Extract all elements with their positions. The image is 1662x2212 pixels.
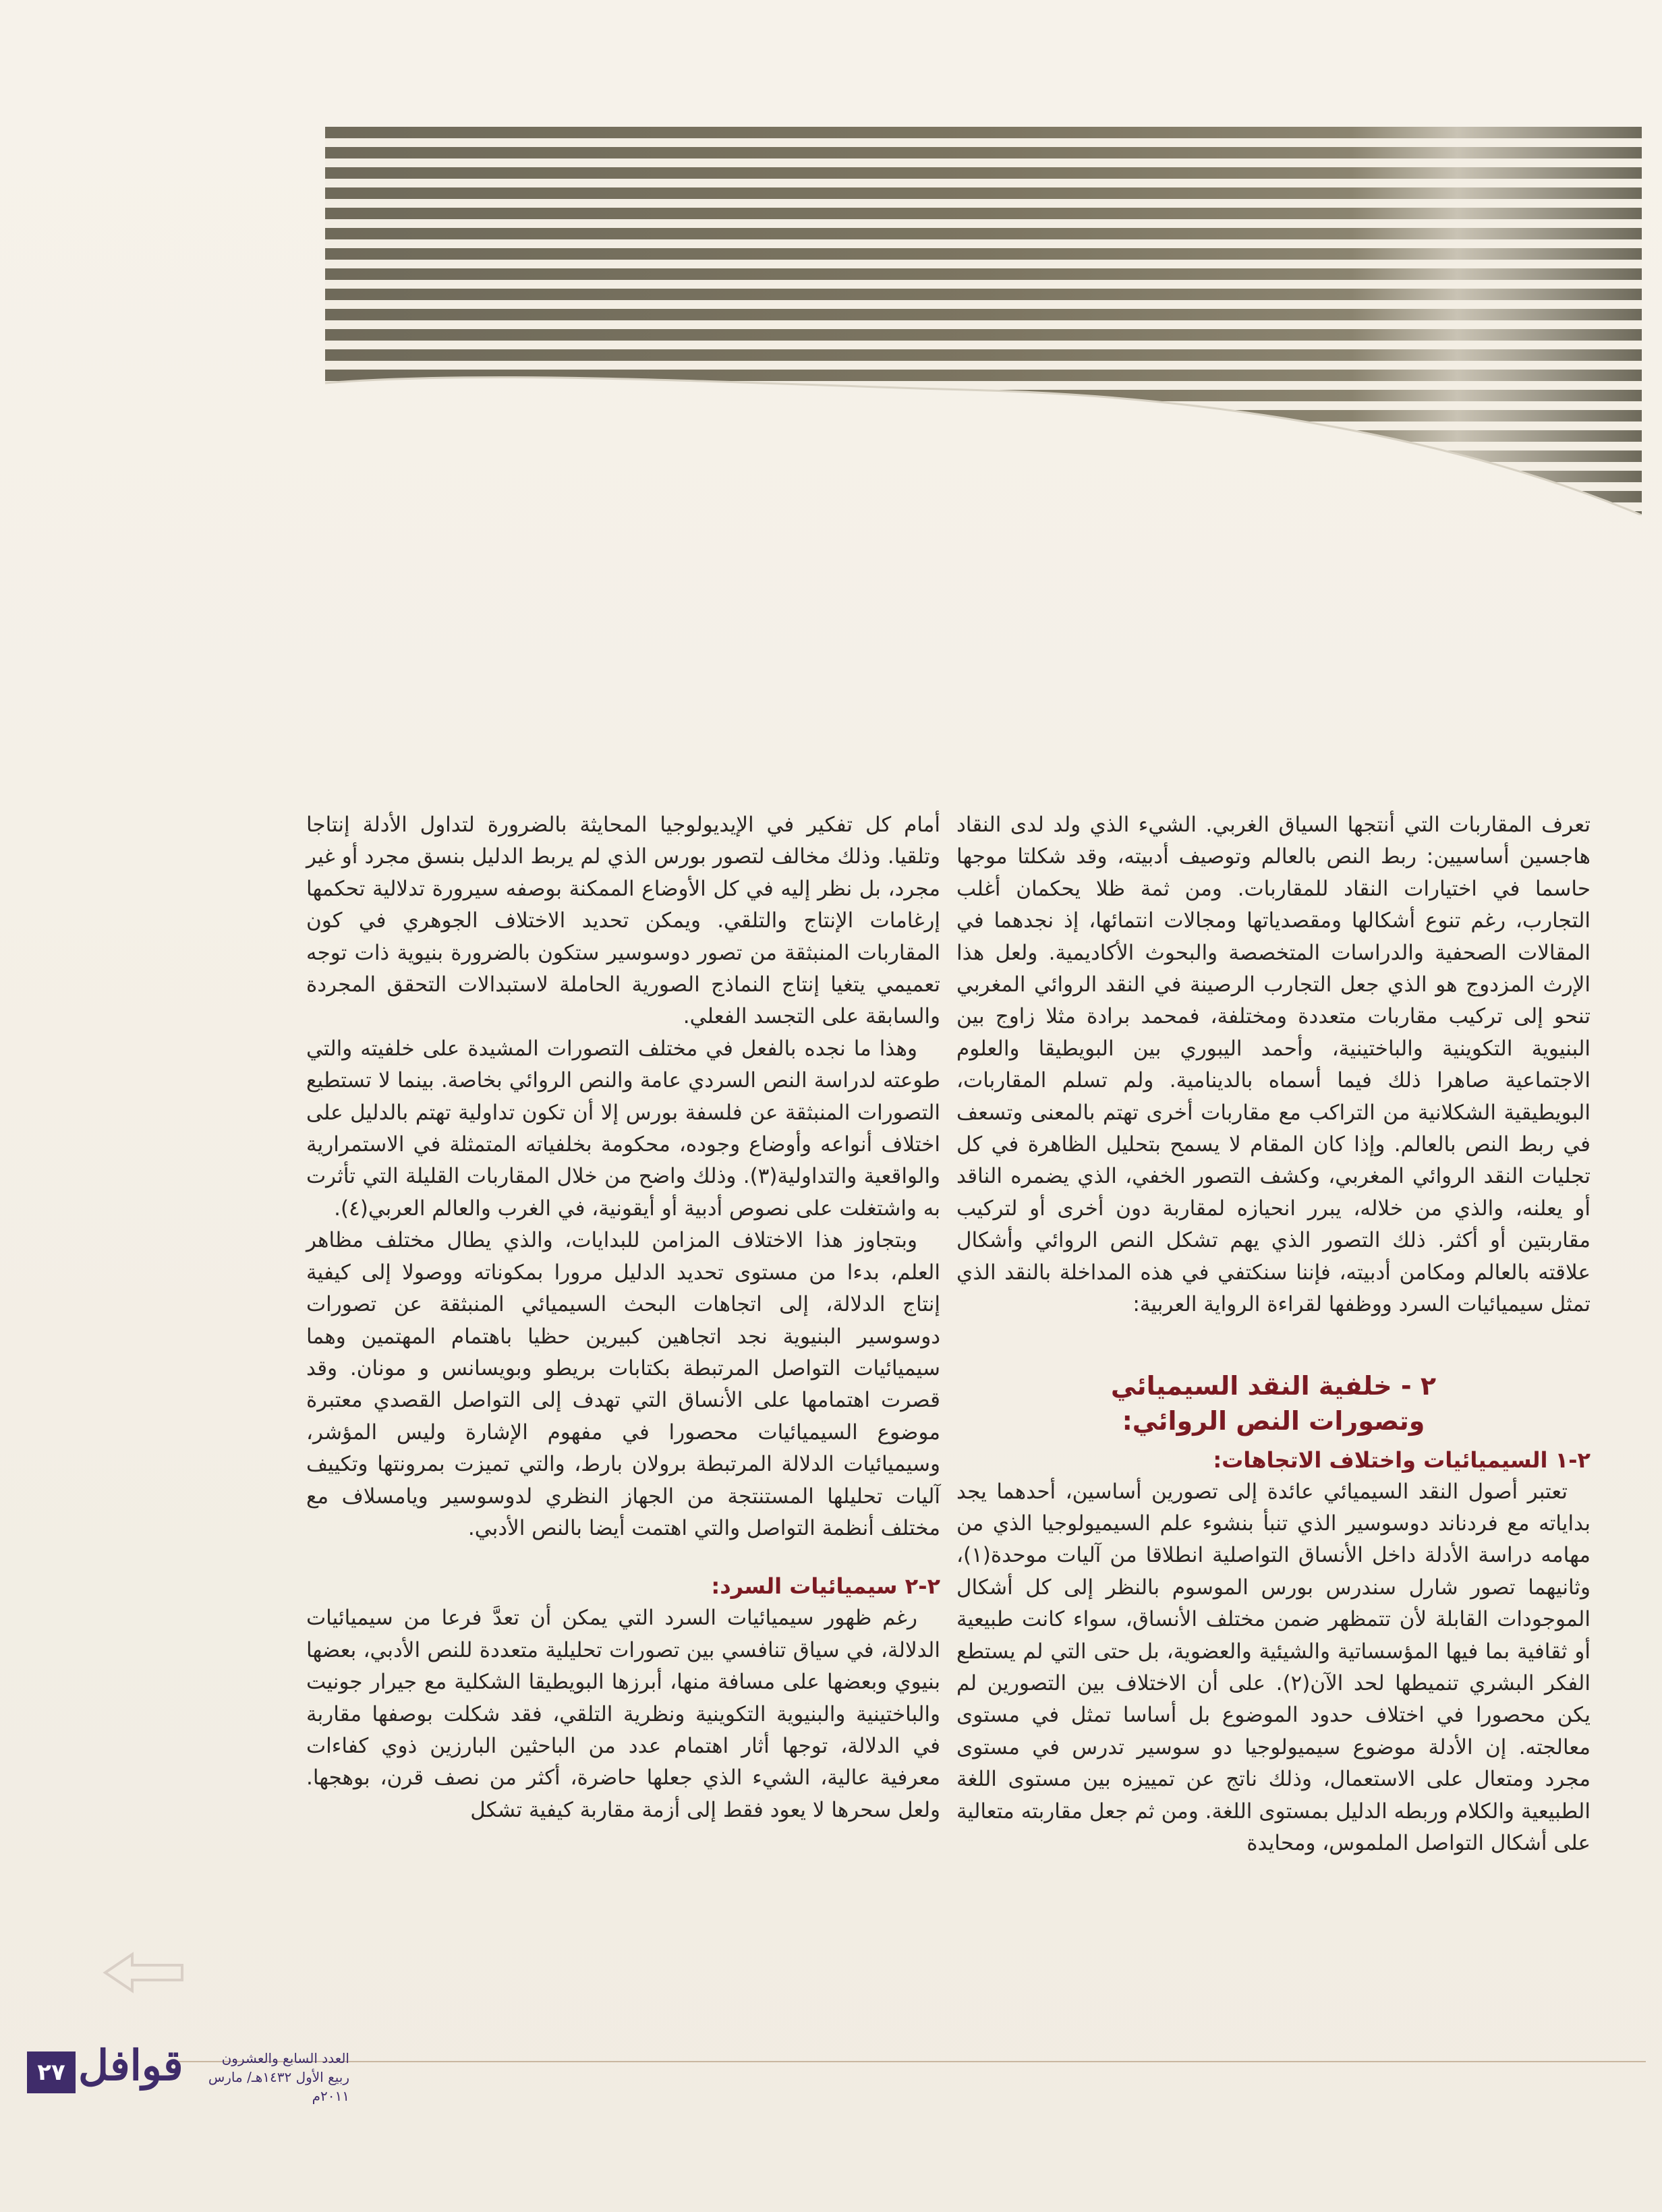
section-title-line1: ٢ - خلفية النقد السيميائي	[1110, 1370, 1437, 1401]
footer-rule	[175, 2061, 1646, 2062]
back-arrow-icon	[100, 1949, 188, 1996]
magazine-logo: قوافل	[78, 2041, 183, 2090]
page-number: ٢٧	[27, 2051, 76, 2093]
issue-line-2: ربيع الأول ١٤٣٢هـ/ مارس ٢٠١١م	[208, 2069, 349, 2104]
left-paragraph-4: رغم ظهور سيميائيات السرد التي يمكن أن تعدَّ فرعا من سيميائيات الدلالة، في سياق تنافسي بين تصورات تحليلية متعددة للنص الأدبي، بعضها بنيوي وبعضها على مسافة منها، أبرزها البويطيقا الشكلية مع جيرار جونيت والباختينية والبنيوية التكوينية ونظرية التلقي، فقد شكلت بوصفها مقاربة في الدلالة، توجها أثار اهتمام عدد من الباحثين البارزين ذوي كفاءات معرفية عالية، الشيء الذي جعلها حاضرة، أكثر من نصف قرن، بوهجها. ولعل سحرها لا يعود فقط إلى أزمة مقاربة كيفية تشكل	[306, 1606, 940, 1822]
subsection-title-2-1: ٢-١ السيميائيات واختلاف الاتجاهات:	[1213, 1447, 1591, 1473]
section-title-line2: وتصورات النص الروائي:	[1122, 1405, 1425, 1436]
page-footer	[0, 2037, 1662, 2138]
left-paragraph-2: وهذا ما نجده بالفعل في مختلف التصورات المشيدة على خلفيته والتي طوعته لدراسة النص السردي عامة والنص الروائي بخاصة. بينما لا تستطيع التصورات المنبثقة عن فلسفة بورس إلا أن تكون تداولية تهتم بالدليل على اختلاف أنواعه وأوضاع وجوده، محكومة بخلفياته المتمثلة في الاستمرارية والواقعية والتداولية(٣). وذلك واضح من خلال المقاربات القليلة التي تأثرت به واشتغلت على نصوص أدبية أو أيقونية، في الغرب والعالم العربي(٤).	[306, 1036, 940, 1221]
header-striped-photo	[325, 127, 1642, 515]
section-title	[956, 1368, 1591, 1438]
subsection-title-2-2: ٢-٢ سيميائيات السرد:	[711, 1573, 940, 1600]
left-paragraph-1: أمام كل تفكير في الإيديولوجيا المحايثة بالضرورة لتداول الأدلة إنتاجا وتلقيا. وذلك مخالف لتصور بورس الذي لم يربط الدليل بنسق مجرد أو غير مجرد، بل نظر إليه في كل الأوضاع الممكنة بوصفه سيرورة تدلالية تحكمها إرغامات الإنتاج والتلقي. ويمكن تحديد الاختلاف الجوهري في كون المقاربات المنبثقة من تصور دوسوسير ستكون بالضرورة بنيوية ذات توجه تعميمي يتغيا إنتاج النماذج الصورية الحاملة لاستبدالات التحقق المجردة والسابقة على التجسد الفعلي.	[306, 813, 940, 1029]
right-body-paragraph: تعتبر أصول النقد السيميائي عائدة إلى تصورين أساسين، أحدهما يجد بداياته مع فردناند دوسوسير الذي تنبأ بنشوء علم السيميولوجيا الذي من مهامه دراسة الأدلة داخل الأنساق التواصلية انطلاقا من آليات موحدة(١)، وثانيهما تصور شارل سندرس بورس الموسوم بالنظر إلى كل أشكال الموجودات القابلة لأن تتمظهر ضمن مختلف الأنساق، سواء كانت طبيعية أو ثقافية بما فيها المؤسساتية والشيئية والعضوية، بل حتى التي لم يستطع الفكر البشري تنميطها لحد الآن(٢). على أن الاختلاف بين التصورين لم يكن محصورا في اختلاف حدود الموضوع بل أساسا تمثل في مستوى معالجته. إن الأدلة موضوع سيميولوجيا دو سوسير تدرس في مستوى مجرد ومتعال على الاستعمال، وذلك ناتج عن تمييزه بين مستوى اللغة الطبيعية والكلام وربطه الدليل بمستوى اللغة. ومن ثم جعل مقاربته متعالية على أشكال التواصل الملموس، ومحايدة	[956, 1479, 1591, 1855]
issue-line-1: العدد السابع والعشرون	[221, 2050, 349, 2066]
right-intro-paragraph: تعرف المقاربات التي أنتجها السياق الغربي. الشيء الذي ولد لدى النقاد هاجسين أساسيين: ربط النص بالعالم وتوصيف أدبيته، وقد شكلتا موجها حاسما في اختيارات النقاد للمقاربات. ومن ثمة ظلا يحكمان أغلب التجارب، رغم تنوع أشكالها ومقصدياتها ومجالات انتمائها، إذ نجدهما في المقالات الصحفية والدراسات المتخصصة والبحوث الأكاديمية. ولعل هذا الإرث المزدوج هو الذي جعل التجارب الرصينة في النقد الروائي المغربي تنحو إلى تركيب مقاربات متعددة ومختلفة، فمحمد برادة مثلا زاوج بين البنيوية التكوينية والباختينية، وأحمد اليبوري بين البويطيقا والعلوم الاجتماعية صاهرا ذلك فيما أسماه بالدينامية. ولم تسلم المقاربات، البويطيقية الشكلانية من التراكب مع مقاربات أخرى تهتم بالمعنى وتسعف في ربط النص بالعالم. وإذا كان المقام لا يسمح بتحليل الظاهرة في كل تجليات النقد الروائي المغربي، وكشف التصور الخفي، الذي يضمره الناقد أو يعلنه، والذي من خلاله، يبرر انحيازه لمقاربة دون أخرى أو لتركيب مقاربتين أو أكثر. ذلك التصور الذي يهم تشكل النص الروائي وأشكال علاقته بالعالم ومكامن أدبيته، فإننا سنكتفي في هذه المداخلة بالنقد الذي تمثل سيميائيات السرد ووظفها لقراءة الرواية العربية:	[956, 813, 1591, 1317]
right-column	[956, 809, 1591, 1859]
left-paragraph-3: وبتجاوز هذا الاختلاف المزامن للبدايات، والذي يطال مختلف مظاهر العلم، بدءا من مستوى تحديد الدليل مرورا بمكوناته ووصولا إلى كيفية إنتاج الدلالة، إلى اتجاهات البحث السيميائي المنبثقة عن تصورات دوسوسير البنيوية نجد اتجاهين كبيرين حظيا باهتمام المهتمين وهما سيميائيات التواصل المرتبطة بكتابات بريطو وبويسانس و مونان. وقد قصرت اهتمامها على الأنساق التي تهدف إلى التواصل القصدي معتبرة موضوع السيميائيات محصورا في مفهوم الإشارة وليس المؤشر، وسيميائيات الدلالة المرتبطة برولان بارط، والتي تميزت بمرونتها وتكييف آليات تحليلها المستنتجة من الجهاز النظري لدوسوسير ويامسلاف مع مختلف أنظمة التواصل والتي اهتمت أيضا بالنص الأدبي.	[306, 1228, 940, 1540]
issue-info	[181, 2049, 349, 2105]
left-column	[306, 809, 940, 1826]
